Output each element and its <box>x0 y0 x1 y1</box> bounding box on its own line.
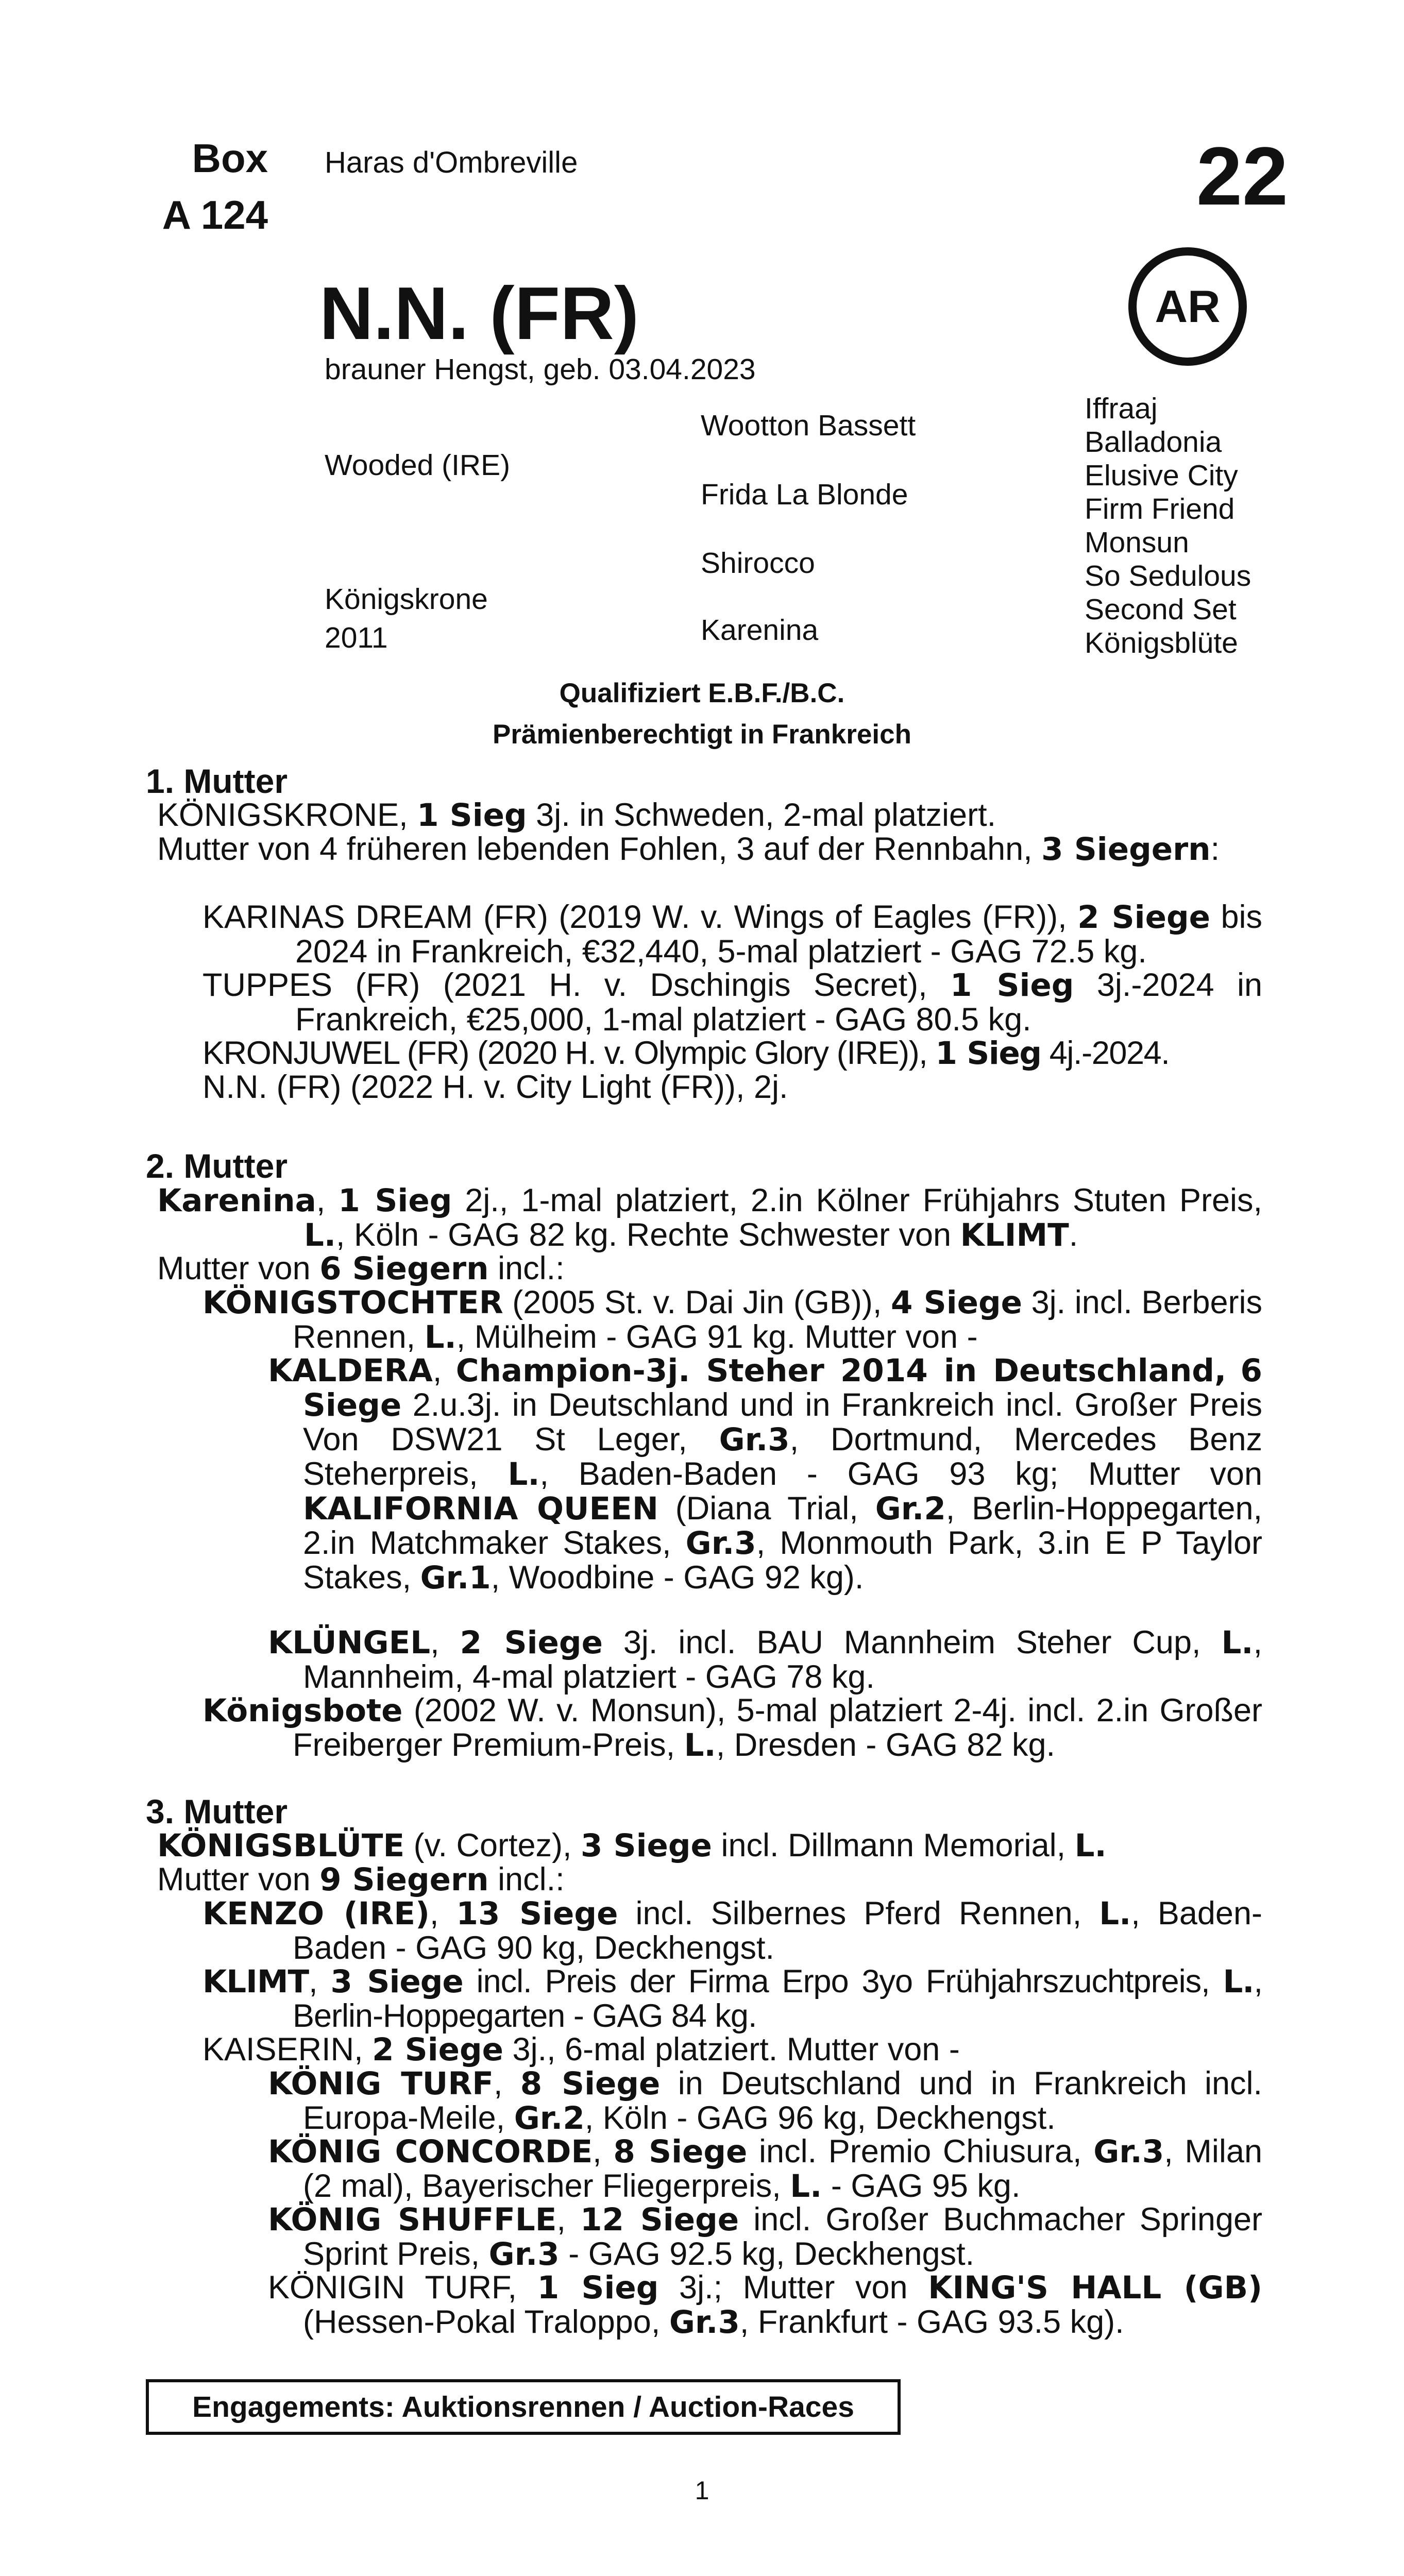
m2-grandoffspring-kluengel: KLÜNGEL, 2 Siege 3j. incl. BAU Mannheim Steher Cup, L., Mannheim, 4-mal platziert - GAG 78 kg. <box>268 1624 1262 1695</box>
pedigree-dam: Königskrone <box>325 583 488 616</box>
m2-offspring-koenigstochter: KÖNIGSTOCHTER (2005 St. v. Dai Jin (GB)), 4 Siege 3j. incl. Berberis Rennen, L., Mülheim - GAG 91 kg. Mutter von - <box>202 1284 1263 1355</box>
pedigree-sire: Wooded (IRE) <box>325 449 511 482</box>
engagements-label: Engagements: Auktionsrennen / Auction-Races <box>192 2391 854 2424</box>
m3-winners-line: Mutter von 9 Siegern incl.: <box>157 1861 565 1898</box>
pedigree-dam-year: 2011 <box>325 621 388 654</box>
m1-dam-line: KÖNIGSKRONE, 1 Sieg 3j. in Schweden, 2-mal platziert. <box>157 797 996 834</box>
m3-offspring-kenzo: KENZO (IRE), 13 Siege incl. Silbernes Pferd Rennen, L., Baden-Baden - GAG 90 kg, Deckhengst. <box>202 1895 1262 1966</box>
section-heading-3: 3. Mutter <box>146 1792 288 1831</box>
pedigree-gg-2: Balladonia <box>1085 426 1222 459</box>
section-heading-1: 1. Mutter <box>146 762 288 800</box>
lot-number: 22 <box>1196 130 1288 222</box>
pedigree-gg-6: So Sedulous <box>1085 560 1251 592</box>
pedigree-gg-8: Königsblüte <box>1085 626 1238 659</box>
pedigree-grandsire-1: Wootton Bassett <box>701 409 916 442</box>
pedigree-grandsire-3: Shirocco <box>701 547 815 580</box>
m3-offspring-klimt: KLIMT, 3 Siege incl. Preis der Firma Erpo 3yo Frühjahrszuchtpreis, L., Berlin-Hoppegarten - GAG 84 kg. <box>202 1963 1262 2034</box>
m3-grandoffspring-koenig-turf: KÖNIG TURF, 8 Siege in Deutschland und in Frankreich incl. Europa-Meile, Gr.2, Köln - GAG 96 kg, Deckhengst. <box>268 2065 1262 2137</box>
premium-line: Prämienberechtigt in Frankreich <box>493 719 911 750</box>
pedigree-gg-4: Firm Friend <box>1085 493 1235 526</box>
horse-description: brauner Hengst, geb. 03.04.2023 <box>325 353 756 386</box>
m3-offspring-kaiserin: KAISERIN, 2 Siege 3j., 6-mal platziert. Mutter von - <box>202 2031 960 2068</box>
breeder: Haras d'Ombreville <box>325 146 578 179</box>
m1-foal-2: TUPPES (FR) (2021 H. v. Dschingis Secret), 1 Sieg 3j.-2024 in Frankreich, €25,000, 1-mal platziert - GAG 80.5 kg. <box>202 967 1262 1038</box>
page-number: 1 <box>695 2476 709 2505</box>
qualification-line: Qualifiziert E.B.F./B.C. <box>559 678 845 708</box>
pedigree-gg-3: Elusive City <box>1085 459 1238 492</box>
engagements-box <box>146 2379 901 2435</box>
m3-grandoffspring-koenig-shuffle: KÖNIG SHUFFLE, 12 Siege incl. Großer Buchmacher Springer Sprint Preis, Gr.3 - GAG 92.5 kg, Deckhengst. <box>268 2201 1262 2273</box>
m2-dam-entry: Karenina, 1 Sieg 2j., 1-mal platziert, 2.in Kölner Frühjahrs Stuten Preis, L., Köln - GAG 82 kg. Rechte Schwester von KLIMT. <box>157 1182 1262 1253</box>
ar-badge-label: AR <box>1155 281 1221 332</box>
pedigree-gg-7: Second Set <box>1085 593 1237 626</box>
m1-foal-4: N.N. (FR) (2022 H. v. City Light (FR)), 2j. <box>202 1069 788 1105</box>
m2-winners-line: Mutter von 6 Siegern incl.: <box>157 1250 565 1287</box>
m1-foal-1: KARINAS DREAM (FR) (2019 W. v. Wings of Eagles (FR)), 2 Siege bis 2024 in Frankreich, €32,440, 5-mal platziert - GAG 72.5 kg. <box>202 899 1263 970</box>
ar-badge <box>1128 247 1247 366</box>
m1-foals-line: Mutter von 4 früheren lebenden Fohlen, 3 auf der Rennbahn, 3 Siegern: <box>157 831 1220 868</box>
m1-foal-3: KRONJUWEL (FR) (2020 H. v. Olympic Glory (IRE)), 1 Sieg 4j.-2024. <box>202 1035 1170 1072</box>
box-number: A 124 <box>162 192 268 238</box>
section-heading-2: 2. Mutter <box>146 1147 288 1185</box>
box-label: Box <box>192 135 268 181</box>
pedigree-grandsire-2: Frida La Blonde <box>701 478 908 511</box>
m2-offspring-koenigsbote: Königsbote (2002 W. v. Monsun), 5-mal platziert 2-4j. incl. 2.in Großer Freiberger Premium-Preis, L., Dresden - GAG 82 kg. <box>202 1692 1262 1764</box>
m2-grandoffspring-kaldera: KALDERA, Champion-3j. Steher 2014 in Deutschland, 6 Siege 2.u.3j. in Deutschland und in Frankreich incl. Großer Preis Von DSW21 St Leger, Gr.3, Dortmund, Mercedes Benz Steherpreis, L., Baden-Baden - GAG 93 kg; Mutter von KALIFORNIA QUEEN (Diana Trial, Gr.2, Berlin-Hoppegarten, 2.in Matchmaker Stakes, Gr.3, Monmouth Park, 3.in E P Taylor Stakes, Gr.1, Woodbine - GAG 92 kg). <box>268 1352 1262 1596</box>
m3-dam-entry: KÖNIGSBLÜTE (v. Cortez), 3 Siege incl. Dillmann Memorial, L. <box>157 1827 1107 1864</box>
pedigree-gg-1: Iffraaj <box>1085 392 1158 425</box>
m3-grandoffspring-koenigin-turf: KÖNIGIN TURF, 1 Sieg 3j.; Mutter von KING'S HALL (GB) (Hessen-Pokal Traloppo, Gr.3, Frankfurt - GAG 93.5 kg). <box>268 2269 1262 2341</box>
pedigree-grandsire-4: Karenina <box>701 614 819 647</box>
pedigree-gg-5: Monsun <box>1085 526 1189 559</box>
m3-grandoffspring-koenig-concorde: KÖNIG CONCORDE, 8 Siege incl. Premio Chiusura, Gr.3, Milan (2 mal), Bayerischer Fliegerpreis, L. - GAG 95 kg. <box>268 2133 1262 2205</box>
horse-name: N.N. (FR) <box>319 272 639 355</box>
